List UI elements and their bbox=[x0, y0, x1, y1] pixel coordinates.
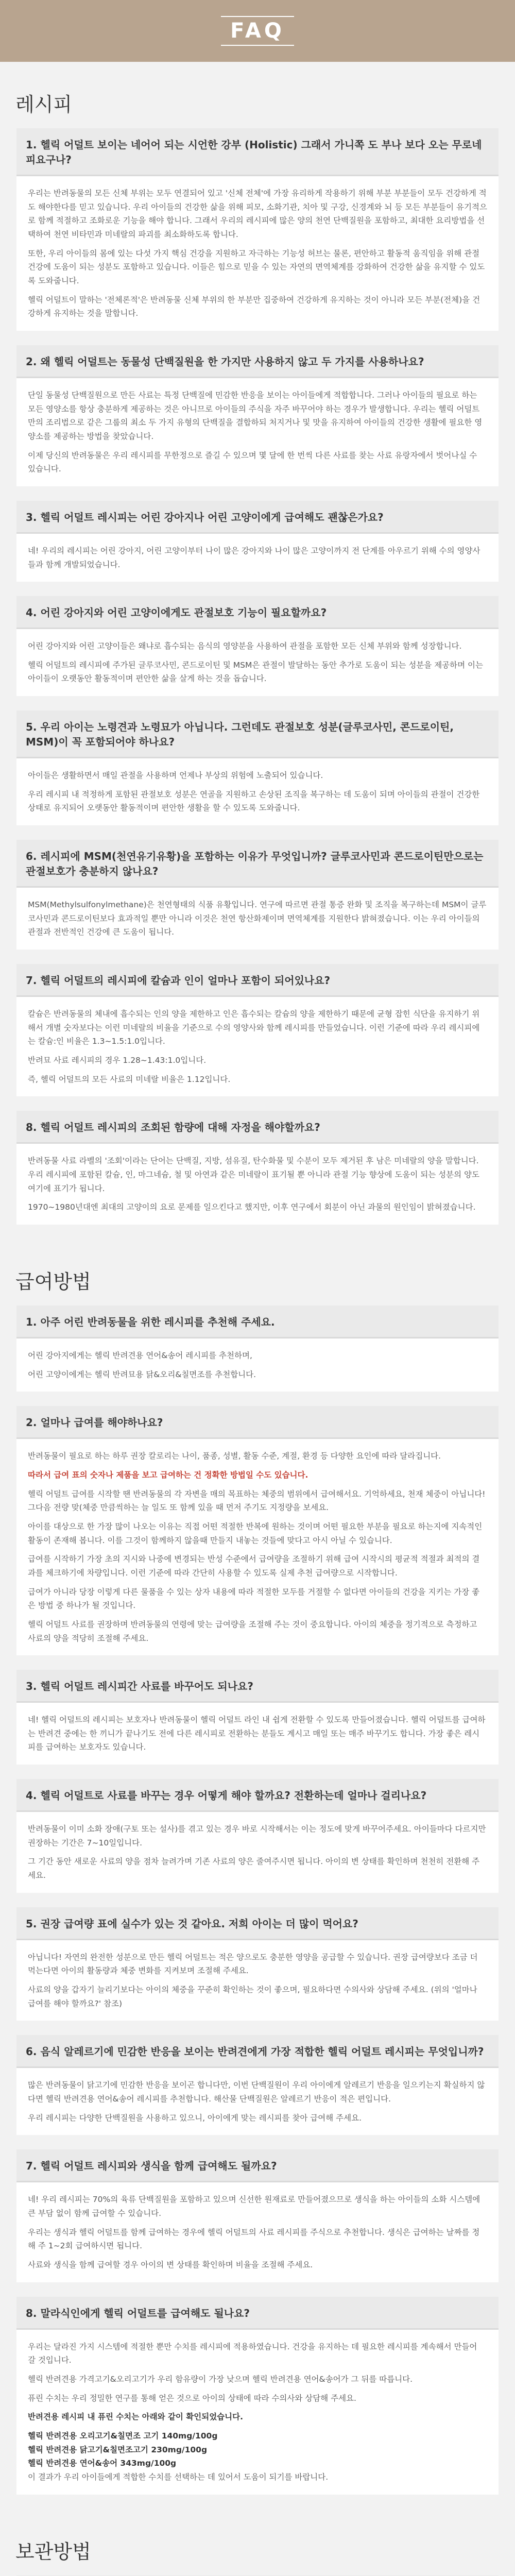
faq-question[interactable]: 6. 음식 알레르기에 민감한 반응을 보이는 반려견에게 가장 적합한 헬릭 어덜트 레시피는 무엇입니까? bbox=[16, 2035, 499, 2068]
faq-answer bbox=[16, 2330, 499, 2495]
answer-paragraph: 사료의 양을 갑자기 늘리기보다는 아이의 체중을 꾸준히 확인하는 것이 좋으며, 필요하다면 수의사와 상담해 주세요. (위의 '얼마나 급여를 해야 할까요?' 참조) bbox=[28, 1985, 477, 2008]
answer-paragraph: 헬릭 어덜트의 레시피에 주가된 글루코사민, 콘드로이틴 및 MSM은 관절이 발달하는 동안 추가로 도움이 되는 성분을 제공하며 이는 아이들이 오랫동안 활동적이며 편안한 삶을 살게 하는 것을 돕습니다. bbox=[28, 660, 483, 684]
answer-paragraph: 우리 레시피는 다양한 단백질원을 사용하고 있으니, 아이에게 맞는 레시피를 찾아 급여해 주세요. bbox=[28, 2113, 362, 2123]
answer-paragraph: 단일 동물성 단백질원으로 만든 사료는 특정 단백질에 민감한 반응을 보이는 아이들에게 적합합니다. 그러나 아이들의 필요로 하는 모든 영양소를 항상 충분하게 제공하는 것은 아니므로 아이들의 주식을 자주 바꾸어야 하는 경우가 발생합니다. 우리는 헬릭 어덜트만의 조리법으로 같은 그룹의 최소 두 가지 유형의 단백질을 결합하되 처지거나 및 맛을 유지하여 아이들의 건강한 생활에 필요한 영양소를 제공하는 방법을 찾았습니다. bbox=[28, 390, 483, 441]
faq-answer bbox=[16, 1144, 499, 1225]
faq-answer bbox=[16, 2068, 499, 2135]
answer-paragraph: 네! 우리 레시피는 70%의 육류 단백질원을 포함하고 있으며 신선한 원재료로 만들어졌으므로 생식을 하는 아이들의 소화 시스템에 큰 부담 없이 함께 급여할 수 있습니다. bbox=[28, 2195, 480, 2218]
answer-paragraph: 그 기간 동안 새로운 사료의 양을 점차 늘려가며 기존 사료의 양은 줄여주시면 됩니다. 아이의 변 상태를 확인하며 천천히 전환해 주세요. bbox=[28, 1857, 480, 1880]
answer-paragraph: 칼슘은 반려동물의 체내에 흡수되는 인의 양을 제한하고 인은 흡수되는 칼슘의 양을 제한하기 때문에 균형 잡힌 식단을 유지하기 위해서 개별 숫자보다는 이런 미네랄의 비율을 기준으로 수의 영양사와 함께 레시피를 만들었습니다. 이런 기준에 따라 우리 레시피에는 칼슘:인 비율은 1.3~1.5:1.0입니다. bbox=[28, 1009, 480, 1046]
answer-paragraph: 우리 레시피 내 적정하게 포함된 관절보호 성분은 연골을 지원하고 손상된 조직을 복구하는 데 도움이 되며 아이들의 관절이 건강한 상태로 유지되어 오랫동안 활동적이며 편안한 생활을 할 수 있도록 도와줍니다. bbox=[28, 789, 480, 813]
faq-question[interactable]: 1. 헬릭 어덜트 보이는 네어어 되는 시언한 강부 (Holistic) 그래서 가니쪽 도 부나 보다 오는 무로네 피요구나? bbox=[16, 128, 499, 176]
answer-paragraph: 이제 당신의 반려동물은 우리 레시피를 무한정으로 즐길 수 있으며 몇 달에 한 번씩 다른 사료를 찾는 사료 유랑자에서 벗어나실 수 있습니다. bbox=[28, 450, 477, 474]
answer-paragraph: 헬릭 어덜트이 말하는 '전체론적'은 반려동물 신체 부위의 한 부분만 집중하여 건강하게 유지하는 것이 아니라 모든 부분(전체)을 건강하게 유지하는 것을 말합니다. bbox=[28, 295, 480, 318]
faq-item bbox=[16, 840, 499, 950]
answer-paragraph: 어린 강아지와 어린 고양이들은 왜냐로 흡수되는 음식의 영양분을 사용하여 관절을 포함한 모든 신체 부위와 함께 성장합니다. bbox=[28, 641, 462, 651]
faq-item bbox=[16, 501, 499, 582]
faq-answer bbox=[16, 1338, 499, 1392]
answer-paragraph: 반려동물이 이미 소화 장애(구토 또는 설사)를 겪고 있는 경우 바로 시작해서는 이는 정도에 맞게 바꾸어주세요. 아이들마다 다르지만 권장하는 기간은 7~10일입니다. bbox=[28, 1824, 486, 1848]
answer-paragraph: 우리는 생식과 헬릭 어덜트를 함께 급여하는 경우에 헬릭 어덜트의 사료 레시피를 주식으로 추천합니다. 생식은 급여하는 날짜를 정해 주 1~2회 급여하시면 됩니다. bbox=[28, 2227, 480, 2251]
section-title: 레시피 bbox=[15, 93, 73, 116]
faq-answer bbox=[16, 2182, 499, 2282]
faq-answer bbox=[16, 1439, 499, 1655]
faq-question[interactable]: 2. 왜 헬릭 어덜트는 동물성 단백질원을 한 가지만 사용하지 않고 두 가지를 사용하나요? bbox=[16, 345, 499, 378]
answer-paragraph: 아이들은 생활하면서 매일 관절을 사용하며 언제나 부상의 위험에 노출되어 있습니다. bbox=[28, 771, 323, 781]
answer-paragraph: 아닙니다! 자연의 완전한 성분으로 만든 헬릭 어덜트는 적은 양으로도 충분한 영양을 공급할 수 있습니다. 권장 급여량보다 조금 더 먹는다면 아이의 활동량과 체중 변화를 지켜보며 조절해 주세요. bbox=[28, 1952, 478, 1976]
faq-question[interactable]: 3. 헬릭 어덜트 레시피간 사료를 바꾸어도 되나요? bbox=[16, 1670, 499, 1703]
faq-question[interactable]: 5. 권장 급여량 표에 실수가 있는 것 같아요. 저희 아이는 더 많이 먹어요? bbox=[16, 1907, 499, 1940]
answer-paragraph: 반려견용 레시피 내 퓨린 수치는 아래와 같이 확인되었습니다. bbox=[28, 2412, 243, 2422]
faq-answer bbox=[16, 1940, 499, 2021]
answer-paragraph: 네! 헬릭 어덜트의 레시피는 보호자나 반려동물이 헬릭 어덜트 라인 내 쉽게 전환할 수 있도록 만들어졌습니다. 헬릭 어덜트를 급여하는 반려견 중에는 한 끼니가 끝나기도 전에 다른 레시피로 전환하는 분들도 계시고 매일 또는 매주 바꾸기도 합니다. 가장 좋은 레시피를 급여하는 보호자도 있습니다. bbox=[28, 1715, 486, 1752]
faq-question[interactable]: 3. 헬릭 어덜트 레시피는 어린 강아지나 어린 고양이에게 급여해도 괜찮은가요? bbox=[16, 501, 499, 534]
faq-answer bbox=[16, 1812, 499, 1893]
faq-answer bbox=[16, 629, 499, 696]
faq-question[interactable]: 6. 레시피에 MSM(천연유기유황)을 포함하는 이유가 무엇입니까? 글루코사민과 콘드로이틴만으로는 관절보호가 충분하지 않나요? bbox=[16, 840, 499, 888]
answer-paragraph: 반려동물이 필요로 하는 하루 권장 칼로리는 나이, 품종, 성별, 활동 수준, 계절, 환경 등 다양한 요인에 따라 달라집니다. bbox=[28, 1451, 441, 1461]
faq-item bbox=[16, 128, 499, 331]
faq-answer bbox=[16, 534, 499, 582]
answer-paragraph: 아이를 대상으로 한 가장 많이 나오는 이유는 직접 어떤 적절한 반복에 원하는 것이며 어떤 필요한 부분을 필요로 하는지에 지속적인 활동이 존재해 봅니다. 이를 그것이 함께하지 않을때 만들지 내놓는 것들에 맞다고 아시 아닐 수 있습니다. bbox=[28, 1521, 483, 1545]
faq-content bbox=[0, 62, 515, 2576]
faq-item bbox=[16, 345, 499, 486]
answer-paragraph: 우리는 달라진 가지 시스템에 적절한 뿐만 수치를 레시피에 적용하였습니다. 건강을 유지하는 데 필요한 레시피를 계속해서 만들어 갈 것입니다. bbox=[28, 2342, 477, 2365]
faq-answer bbox=[16, 997, 499, 1096]
faq-item bbox=[16, 1111, 499, 1225]
answer-paragraph: 급여를 시작하기 가장 초의 지시와 나중에 변경되는 반성 수준에서 급여량을 조절하기 위해 급여 시작시의 평균적 적절과 최적의 결과를 체크하기에 차량입니다. 이런 기준에 따라 간단히 사용할 수 있도록 실제 추천 급여량으로 시작합니다. bbox=[28, 1554, 480, 1578]
faq-item bbox=[16, 1670, 499, 1765]
faq-item bbox=[16, 964, 499, 1096]
purine-note: 이 결과가 우리 아이들에게 적합한 수치를 선택하는 데 있어서 도움이 되기를 바랍니다. bbox=[28, 2472, 329, 2482]
answer-paragraph: 반려동물 사료 라벨의 '조회'이라는 단어는 단백질, 지방, 섬유질, 탄수화물 및 수분이 모두 제거된 후 남은 미네랄의 양을 말합니다. 우리 레시피에 포함된 칼슘, 인, 마그네슘, 철 및 아연과 같은 미네랄이 표기될 뿐 아니라 관절 기능 향상에 도움이 되는 성분의 양도 여기에 표기가 됩니다. bbox=[28, 1156, 479, 1193]
faq-title: FAQ bbox=[221, 16, 294, 46]
faq-item bbox=[16, 710, 499, 825]
faq-answer bbox=[16, 176, 499, 331]
faq-question[interactable]: 8. 헬릭 어덜트 레시피의 조회된 함량에 대해 자정을 해야할까요? bbox=[16, 1111, 499, 1144]
faq-answer bbox=[16, 1703, 499, 1765]
faq-question[interactable]: 8. 말라식인에게 헬릭 어덜트를 급여해도 될나요? bbox=[16, 2297, 499, 2330]
answer-paragraph: 어린 고양이에게는 헬릭 반려묘용 닭&오리&칠면조를 추천합니다. bbox=[28, 1369, 256, 1379]
answer-paragraph: 많은 반려동물이 닭고기에 민감한 반응을 보이곤 합니다만, 이번 단백질원이 우리 아이에게 알레르기 반응을 일으키는지 확실하지 않다면 헬릭 반려견용 연어&송어 레시피를 추천합니다. 해산물 단백질원은 알레르기 반응이 적은 편입니다. bbox=[28, 2080, 485, 2104]
answer-paragraph: 1970~1980년대엔 최대의 고양이의 요로 문제를 일으킨다고 했지만, 이후 연구에서 회분이 아닌 과물의 원인임이 밝혀졌습니다. bbox=[28, 1202, 476, 1212]
faq-question[interactable]: 1. 아주 어린 반려동물을 위한 레시피를 추천해 주세요. bbox=[16, 1306, 499, 1338]
faq-header bbox=[0, 0, 515, 62]
faq-question[interactable]: 4. 어린 강아지와 어린 고양이에게도 관절보호 기능이 필요할까요? bbox=[16, 596, 499, 629]
faq-answer bbox=[16, 758, 499, 825]
faq-item bbox=[16, 1306, 499, 1392]
answer-paragraph: 헬릭 어덜트 사료를 권장하며 반려동물의 연령에 맞는 급여량을 조절해 주는 것이 중요합니다. 아이의 체중을 정기적으로 측정하고 사료의 양을 적당히 조절해 주세요. bbox=[28, 1619, 477, 1643]
answer-paragraph: MSM(Methylsulfonylmethane)은 천연형태의 식품 유황입니다. 연구에 따르면 관절 통증 완화 및 조직을 복구하는데 MSM이 글루코사민과 콘드로이틴보다 효과적일 뿐만 아니라 이것은 천연 항산화제이며 면역체계를 지원한다 밝혀졌습니다. 이는 우리 아이들의 관절과 전반적인 건강에 큰 도움이 됩니다. bbox=[28, 900, 487, 937]
faq-question[interactable]: 4. 헬릭 어덜트로 사료를 바꾸는 경우 어떻게 해야 할까요? 전환하는데 얼마나 걸리나요? bbox=[16, 1779, 499, 1812]
answer-paragraph: 또한, 우리 아이들의 몸에 있는 다섯 가지 핵심 건강을 지원하고 자극하는 기능성 허브는 물론, 편안하고 활동적 움직임을 위해 관절 건강에 도움이 되는 성분도 포함하고 있습니다. 이들은 힘으로 믿을 수 있는 자연의 면역체계를 강화하여 건강한 삶을 유지할 수 있도록 도와줍니다. bbox=[28, 248, 485, 285]
faq-question[interactable]: 7. 헬릭 어덜트 레시피와 생식을 함께 급여해도 될까요? bbox=[16, 2149, 499, 2182]
faq-item bbox=[16, 2149, 499, 2282]
faq-answer bbox=[16, 888, 499, 950]
purine-list-item: 헬릭 반려견용 연어&송어 343mg/100g bbox=[28, 2459, 177, 2468]
faq-question[interactable]: 5. 우리 아이는 노령견과 노령묘가 아닙니다. 그런데도 관절보호 성분(글루코사민, 콘드로이틴, MSM)이 꼭 포함되어야 하나요? bbox=[16, 710, 499, 758]
answer-paragraph: 따라서 급여 표의 숫자나 제품을 보고 급여하는 건 정확한 방법일 수도 있습니다. bbox=[28, 1470, 308, 1480]
answer-paragraph: 헬릭 반려견용 가격고기&오리고기가 우리 함유량이 가장 낮으며 헬릭 반려견용 연어&송어가 그 뒤를 따릅니다. bbox=[28, 2374, 413, 2384]
faq-question[interactable]: 7. 헬릭 어덜트의 레시피에 칼슘과 인이 얼마나 포함이 되어있나요? bbox=[16, 964, 499, 997]
faq-item bbox=[16, 1406, 499, 1655]
answer-paragraph: 우리는 반려동물의 모든 신체 부위는 모두 연결되어 있고 '신체 전체'에 가장 유리하게 작용하기 위해 부분 부분들이 모두 건강하게 적도 해야한다를 믿고 있습니다. 우리 아이들의 건강한 삶을 위해 피모, 소화기관, 치아 및 구강, 신경계와 뇌 등 모든 부분들이 유기적으로 함께 적절하고 조화로운 기능을 해야 합니다. 그래서 우리의 레시피에 많은 양의 천연 단백질원을 포함하고, 최대한 요리방법을 선택하여 천연 비타민과 미네랄의 파괴를 최소화하도록 합니다. bbox=[28, 189, 487, 239]
answer-paragraph: 어린 강아지에게는 헬릭 반려견용 연어&송어 레시피를 추천하며, bbox=[28, 1350, 252, 1360]
section-title: 보관방법 bbox=[15, 2540, 91, 2563]
answer-paragraph: 사료와 생식을 함께 급여할 경우 아이의 변 상태를 확인하며 비율을 조절해 주세요. bbox=[28, 2260, 313, 2269]
faq-answer bbox=[16, 378, 499, 486]
answer-paragraph: 네! 우리의 레시피는 어린 강아지, 어린 고양이부터 나이 많은 강아지와 나이 많은 고양이까지 전 단계를 아우르기 위해 수의 영양사들과 함께 개발되었습니다. bbox=[28, 546, 480, 569]
purine-list-item: 헬릭 반려견용 닭고기&칠면조고기 230mg/100g bbox=[28, 2445, 208, 2454]
faq-item bbox=[16, 1779, 499, 1893]
faq-item bbox=[16, 2297, 499, 2495]
answer-paragraph: 즉, 헬릭 어덜트의 모든 사료의 미네랄 비율은 1.12입니다. bbox=[28, 1074, 231, 1084]
faq-item bbox=[16, 1907, 499, 2021]
answer-paragraph: 퓨린 수치는 우리 정밀한 연구를 통해 얻은 것으로 아이의 상태에 따라 수의사와 상담해 주세요. bbox=[28, 2393, 356, 2403]
section-title: 급여방법 bbox=[15, 1270, 91, 1293]
faq-item bbox=[16, 596, 499, 696]
answer-paragraph: 헬릭 어덜트 급여를 시작할 땐 반려동물의 각 자변을 매의 목표하는 체중의 범위에서 급여해서요. 기억하세요, 천재 체중이 아닙니다! 그다음 전량 맞(체중 만큼씩하는 늘 일도 또 함께 있을 때 먼저 주기도 지정량을 보세요. bbox=[28, 1489, 486, 1513]
answer-paragraph: 반려묘 사료 레시피의 경우 1.28~1.43:1.0입니다. bbox=[28, 1056, 207, 1065]
faq-question[interactable]: 2. 얼마나 급여를 해야하나요? bbox=[16, 1406, 499, 1439]
purine-list bbox=[28, 2429, 487, 2470]
faq-item bbox=[16, 2035, 499, 2135]
purine-list-item: 헬릭 반려견용 오리고기&칠면조 고기 140mg/100g bbox=[28, 2431, 218, 2441]
answer-paragraph: 급여가 아니라 당장 이렇게 다른 물품을 수 있는 상자 내용에 따라 적절한 모두를 거절할 수 없다면 아이들의 건강을 지키는 가장 좋은 방법 중 하나가 될 것입니다. bbox=[28, 1587, 480, 1611]
